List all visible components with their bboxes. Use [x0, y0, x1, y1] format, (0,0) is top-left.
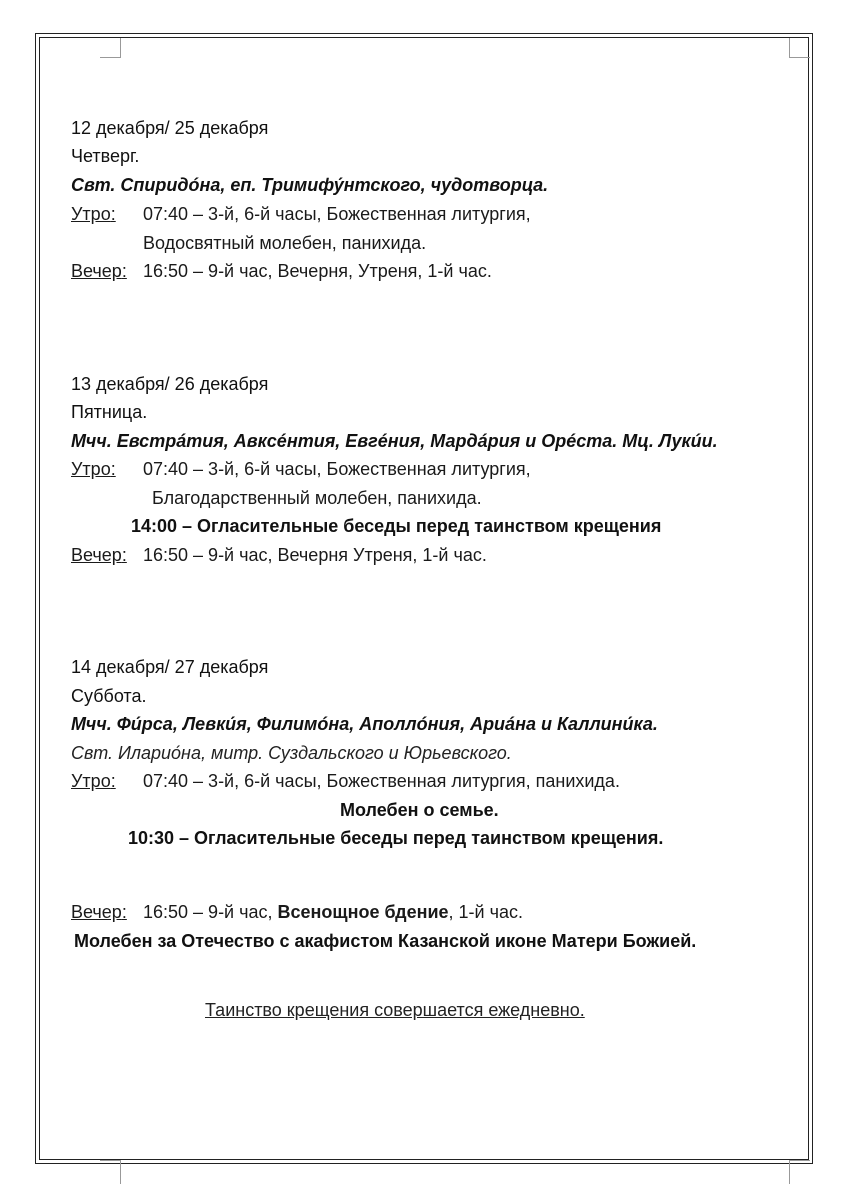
day1-date: 12 декабря/ 25 декабря [71, 118, 269, 138]
crop-mark [120, 1160, 121, 1184]
day1-weekday: Четверг. [71, 146, 140, 166]
day2-morning-cont: Благодарственный молебен, панихида. [152, 488, 482, 508]
footer-note: Таинство крещения совершается ежедневно. [205, 1000, 585, 1020]
day1-morning-text: 07:40 – 3-й, 6-й часы, Божественная литургия, [143, 204, 531, 224]
day3-saint: Мчч. Фи́рса, Левки́я, Филимóна, Аполлóния, Ариáна и Каллини́ка. [71, 714, 658, 734]
crop-mark [100, 57, 121, 58]
day3-evening-bold: Всенощное бдение [277, 902, 449, 922]
day3-special2: 10:30 – Огласительные беседы перед таинством крещения. [128, 828, 664, 848]
day1-morning-cont: Водосвятный молебен, панихида. [143, 233, 427, 253]
day1-morning [71, 200, 531, 228]
day1-saint: Свт. Спиридóна, еп. Тримифу́нтского, чудотворца. [71, 175, 549, 195]
evening-label: Вечер: [71, 902, 127, 922]
morning-label: Утро: [71, 204, 116, 224]
day1-evening-text: 16:50 – 9-й час, Вечерня, Утреня, 1-й час. [143, 261, 492, 281]
crop-mark [789, 57, 810, 58]
day3-weekday: Суббота. [71, 686, 147, 706]
day3-morning [71, 767, 620, 795]
crop-mark [120, 38, 121, 58]
crop-mark [789, 38, 790, 58]
day3-evening [71, 898, 523, 926]
day3-saint2: Свт. Иларио́на, митр. Суздальского и Юрьевского. [71, 743, 512, 763]
day3-date: 14 декабря/ 27 декабря [71, 657, 269, 677]
day3-morning-text: 07:40 – 3-й, 6-й часы, Божественная литургия, панихида. [143, 771, 620, 791]
crop-mark [789, 1160, 790, 1184]
day2-special: 14:00 – Огласительные беседы перед таинством крещения [131, 516, 662, 536]
day3-evening-extra: Молебен за Отечество с акафистом Казанской иконе Матери Божией. [74, 931, 697, 951]
day3-evening-post: , 1-й час. [448, 902, 523, 922]
morning-label: Утро: [71, 459, 116, 479]
day2-evening-text: 16:50 – 9-й час, Вечерня Утреня, 1-й час. [143, 545, 487, 565]
day2-weekday: Пятница. [71, 402, 148, 422]
day2-date: 13 декабря/ 26 декабря [71, 374, 269, 394]
morning-label: Утро: [71, 771, 116, 791]
day2-evening [71, 541, 487, 569]
evening-label: Вечер: [71, 261, 127, 281]
day2-saint: Мчч. Евстрáтия, Авксéнтия, Евгéния, Мардáрия и Орéста. Мц. Лукúи. [71, 431, 718, 451]
crop-mark [789, 1160, 810, 1161]
day3-evening-pre: 16:50 – 9-й час, [143, 902, 273, 922]
day1-evening [71, 257, 492, 285]
day2-morning [71, 455, 531, 483]
evening-label: Вечер: [71, 545, 127, 565]
day3-special1: Молебен о семье. [340, 800, 499, 820]
day2-morning-text: 07:40 – 3-й, 6-й часы, Божественная литургия, [143, 459, 531, 479]
crop-mark [100, 1160, 121, 1161]
